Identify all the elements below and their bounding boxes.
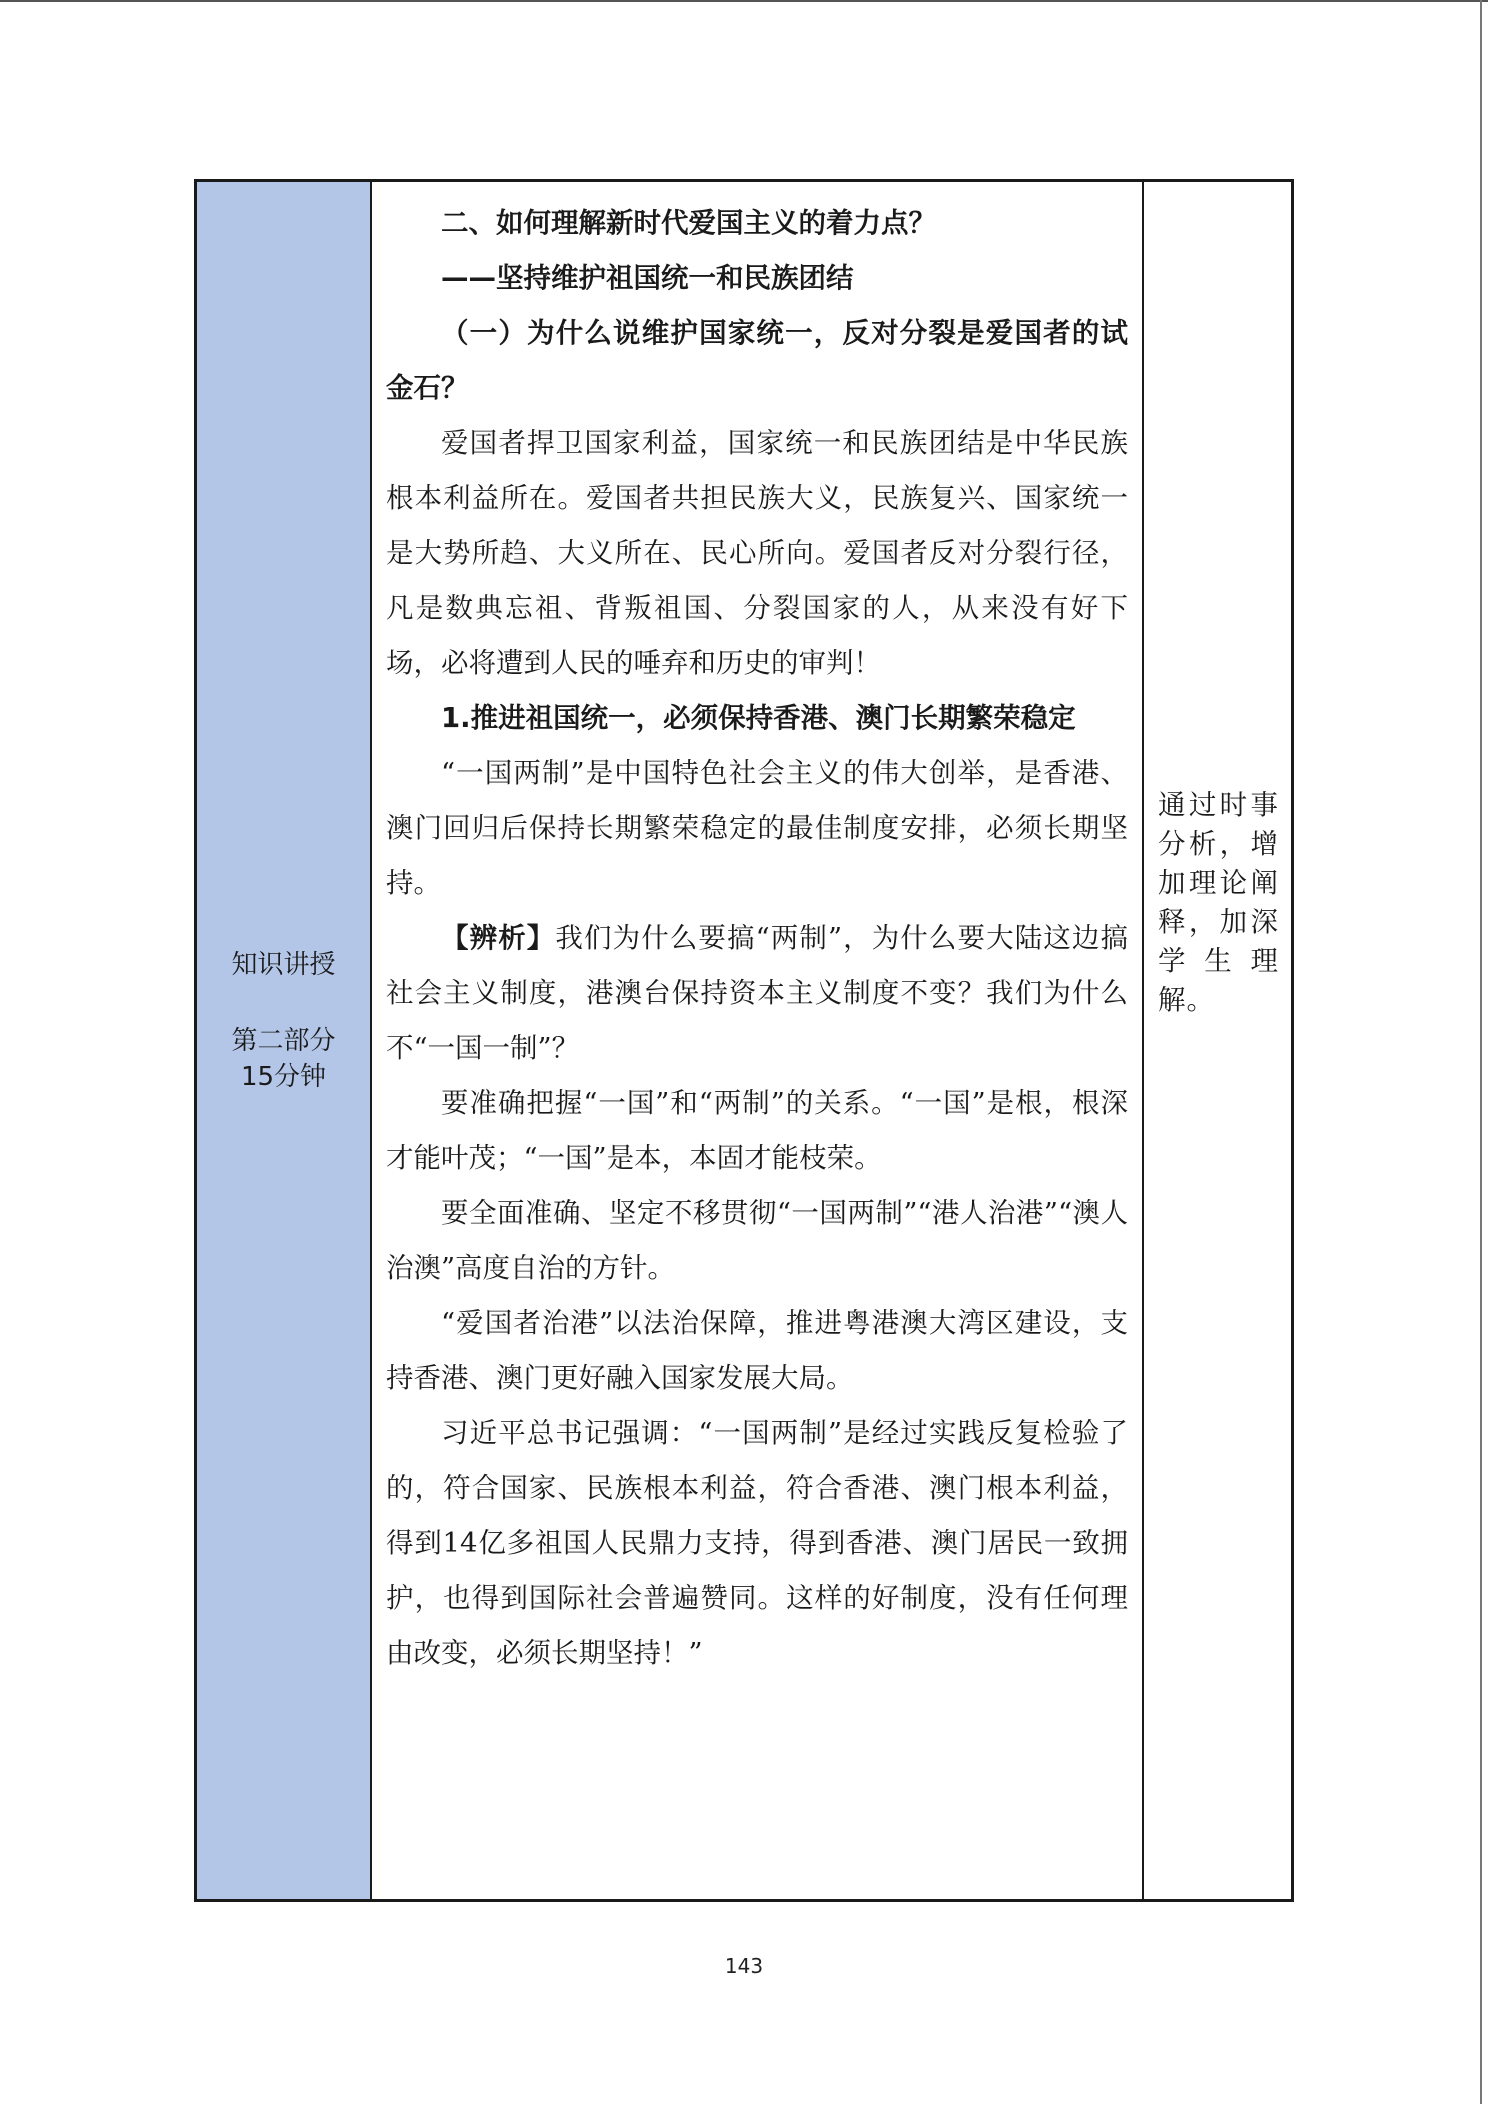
analysis-paragraph <box>386 911 1128 1076</box>
paragraph-patriot-interests: 爱国者捍卫国家利益，国家统一和民族团结是中华民族根本利益所在。爱国者共担民族大义，民族复兴、国家统一是大势所趋、大义所在、民心所向。爱国者反对分裂行径，凡是数典忘祖、背叛祖国、分裂国家的人，从来没有好下场，必将遭到人民的唾弃和历史的审判！ <box>386 427 1128 679</box>
duration: 15分钟 <box>240 1062 327 1092</box>
section-name: 知识讲授 <box>231 950 336 980</box>
subheading-question: （一）为什么说维护国家统一，反对分裂是爱国者的试金石？ <box>386 317 1128 404</box>
analysis-text: 我们为什么要搞“两制”，为什么要大陆这边搞社会主义制度，港澳台保持资本主义制度不变？我们为什么不“一国一制”？ <box>386 922 1129 1064</box>
section-column <box>197 182 372 1899</box>
section-label-block <box>197 947 370 1095</box>
page-number: 143 <box>724 1954 764 1978</box>
lesson-plan-table <box>194 179 1294 1902</box>
remark-column <box>1144 182 1291 1899</box>
page-edge-top <box>0 0 1488 2</box>
heading-answer: ——坚持维护祖国统一和民族团结 <box>441 262 854 294</box>
content-column <box>372 182 1144 1899</box>
teaching-remark: 通过时事分析，增加理论阐释，加深学生理解。 <box>1158 789 1279 1016</box>
analysis-label: 【辨析】 <box>441 922 556 954</box>
point-1-title: 1.推进祖国统一，必须保持香港、澳门长期繁荣稳定 <box>441 702 1076 734</box>
paragraph-one-country-two-systems: “一国两制”是中国特色社会主义的伟大创举，是香港、澳门回归后保持长期繁荣稳定的最佳制度安排，必须长期坚持。 <box>386 757 1128 899</box>
heading-question: 二、如何理解新时代爱国主义的着力点？ <box>441 207 936 239</box>
paragraph-policy: 要全面准确、坚定不移贯彻“一国两制”“港人治港”“澳人治澳”高度自治的方针。 <box>386 1197 1128 1284</box>
part-name: 第二部分 <box>231 1026 336 1056</box>
paragraph-relationship: 要准确把握“一国”和“两制”的关系。“一国”是根，根深才能叶茂；“一国”是本，本固才能枝荣。 <box>386 1087 1128 1174</box>
paragraph-patriots-govern: “爱国者治港”以法治保障，推进粤港澳大湾区建设，支持香港、澳门更好融入国家发展大局。 <box>386 1307 1128 1394</box>
page-edge-right <box>1480 0 1482 2104</box>
paragraph-xi-quote: 习近平总书记强调：“一国两制”是经过实践反复检验了的，符合国家、民族根本利益，符合香港、澳门根本利益，得到14亿多祖国人民鼎力支持，得到香港、澳门居民一致拥护，也得到国际社会普遍赞同。这样的好制度，没有任何理由改变，必须长期坚持！” <box>386 1417 1128 1669</box>
